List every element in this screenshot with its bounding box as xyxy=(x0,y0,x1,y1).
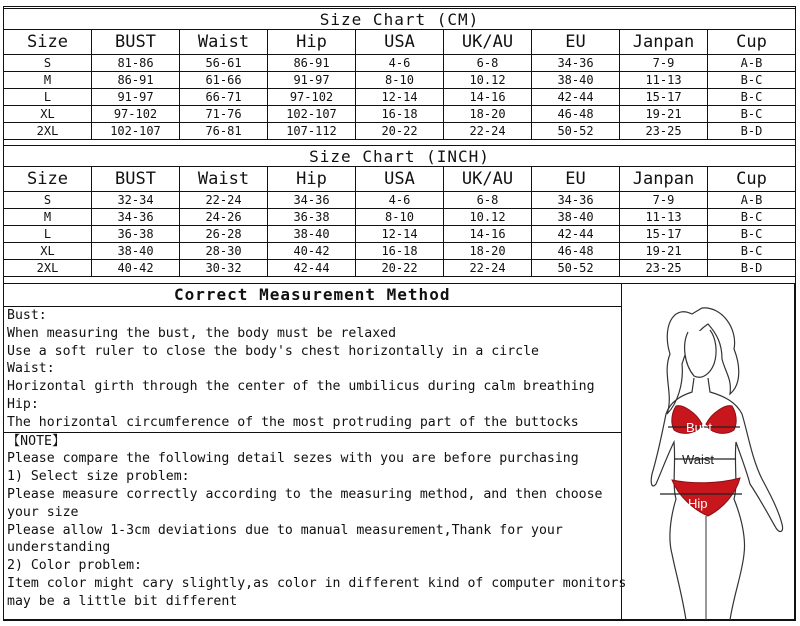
note-line: your size xyxy=(7,504,79,520)
inch-table-cell: XL xyxy=(4,243,92,260)
cm-table-cell: 107-112 xyxy=(268,123,356,140)
inch-table-row xyxy=(4,192,796,209)
cm-table-cell: 10.12 xyxy=(444,72,532,89)
inch-table-cell: 7-9 xyxy=(620,192,708,209)
cm-table-cell: 71-76 xyxy=(180,106,268,123)
note-line: Please measure correctly according to the measuring method, and then choose xyxy=(7,486,603,502)
inch-table-cell: 38-40 xyxy=(268,226,356,243)
cm-table-caption: Size Chart (CM) xyxy=(4,9,796,30)
lower-section xyxy=(3,283,795,620)
inch-table-cell: 40-42 xyxy=(92,260,180,277)
inch-table-cell: 38-40 xyxy=(532,209,620,226)
measurement-line: Horizontal girth through the center of the umbilicus during calm breathing xyxy=(7,379,595,395)
inch-table-row xyxy=(4,243,796,260)
cm-table-cell: B-C xyxy=(708,89,796,106)
cm-table-cell: S xyxy=(4,55,92,72)
cm-table-cell: 56-61 xyxy=(180,55,268,72)
inch-col-header: UK/AU xyxy=(444,167,532,192)
cm-table-cell: 46-48 xyxy=(532,106,620,123)
inch-col-header: Janpan xyxy=(620,167,708,192)
cm-table-cell: 15-17 xyxy=(620,89,708,106)
cm-table-cell: 81-86 xyxy=(92,55,180,72)
inch-table-cell: 50-52 xyxy=(532,260,620,277)
inch-table-cell: 6-8 xyxy=(444,192,532,209)
cm-col-header: Hip xyxy=(268,30,356,55)
note-line: Item color might cary slightly,as color in different kind of computer monitors xyxy=(7,575,627,591)
note-section xyxy=(4,433,627,611)
measurement-line: Bust: xyxy=(7,308,47,323)
measurement-instructions xyxy=(4,307,621,432)
inch-col-header: Waist xyxy=(180,167,268,192)
cm-table-row xyxy=(4,72,796,89)
inch-table-cell: B-D xyxy=(708,260,796,277)
cm-table-cell: 8-10 xyxy=(356,72,444,89)
inch-table-cell: 14-16 xyxy=(444,226,532,243)
cm-table-cell: B-C xyxy=(708,106,796,123)
inch-col-header: Size xyxy=(4,167,92,192)
cm-col-header: Waist xyxy=(180,30,268,55)
inch-table-cell: 8-10 xyxy=(356,209,444,226)
inch-table-cell: 46-48 xyxy=(532,243,620,260)
waist-label: Waist xyxy=(682,452,715,467)
cm-col-header: USA xyxy=(356,30,444,55)
inch-table-cell: 42-44 xyxy=(532,226,620,243)
cm-table-cell: 76-81 xyxy=(180,123,268,140)
measurement-line: When measuring the bust, the body must be relaxed xyxy=(7,325,397,341)
inch-col-header: BUST xyxy=(92,167,180,192)
inch-table-cell: 22-24 xyxy=(444,260,532,277)
inch-table-row xyxy=(4,209,796,226)
cm-table-cell: L xyxy=(4,89,92,106)
inch-table-cell: B-C xyxy=(708,243,796,260)
inch-table-row xyxy=(4,260,796,277)
inch-table-cell: 38-40 xyxy=(92,243,180,260)
inch-table-cell: 12-14 xyxy=(356,226,444,243)
inch-table-cell: L xyxy=(4,226,92,243)
note-line: 1) Select size problem: xyxy=(7,469,190,485)
measurement-title: Correct Measurement Method xyxy=(4,284,621,307)
cm-table-cell: 2XL xyxy=(4,123,92,140)
inch-table-cell: 11-13 xyxy=(620,209,708,226)
inch-table-cell: 20-22 xyxy=(356,260,444,277)
inch-table-cell: 2XL xyxy=(4,260,92,277)
inch-table-cell: 10.12 xyxy=(444,209,532,226)
note-line: understanding xyxy=(7,540,111,556)
note-line: Please allow 1-3cm deviations due to manual measurement,Thank for your xyxy=(7,522,563,538)
cm-table-cell: 42-44 xyxy=(532,89,620,106)
inch-table-row xyxy=(4,226,796,243)
inch-table-cell: 42-44 xyxy=(268,260,356,277)
inch-table-cell: B-C xyxy=(708,209,796,226)
cm-table-cell: 50-52 xyxy=(532,123,620,140)
inch-table-cell: 36-38 xyxy=(268,209,356,226)
woman-figure-illustration xyxy=(622,284,794,620)
cm-table-row xyxy=(4,123,796,140)
cm-table-cell: B-D xyxy=(708,123,796,140)
inch-table-cell: A-B xyxy=(708,192,796,209)
cm-col-header: Cup xyxy=(708,30,796,55)
inch-table-cell: M xyxy=(4,209,92,226)
cm-table-row xyxy=(4,89,796,106)
measurement-line: Use a soft ruler to close the body's chest horizontally in a circle xyxy=(7,343,539,359)
inch-table-cell: 24-26 xyxy=(180,209,268,226)
cm-table-cell: 7-9 xyxy=(620,55,708,72)
cm-header-row xyxy=(4,30,796,55)
measurement-line: The horizontal circumference of the most protruding part of the buttocks xyxy=(7,414,579,430)
measurement-line: Hip: xyxy=(7,396,39,412)
cm-table-cell: M xyxy=(4,72,92,89)
inch-col-header: USA xyxy=(356,167,444,192)
cm-table-cell: 11-13 xyxy=(620,72,708,89)
bust-label: Bust xyxy=(686,420,713,435)
inch-table-caption: Size Chart (INCH) xyxy=(4,146,796,167)
hip-label: Hip xyxy=(688,496,708,511)
inch-table-cell: 34-36 xyxy=(92,209,180,226)
cm-table-cell: 91-97 xyxy=(92,89,180,106)
cm-table-cell: 91-97 xyxy=(268,72,356,89)
cm-table-cell: 12-14 xyxy=(356,89,444,106)
cm-table-cell: 19-21 xyxy=(620,106,708,123)
cm-col-header: UK/AU xyxy=(444,30,532,55)
cm-col-header: Janpan xyxy=(620,30,708,55)
cm-table-cell: 4-6 xyxy=(356,55,444,72)
body-measurement-figure xyxy=(622,283,795,620)
cm-table-cell: 23-25 xyxy=(620,123,708,140)
inch-table-cell: 19-21 xyxy=(620,243,708,260)
cm-table-cell: 6-8 xyxy=(444,55,532,72)
note-line: Please compare the following detail sezes with you are before purchasing xyxy=(7,451,579,467)
inch-table-cell: S xyxy=(4,192,92,209)
inch-col-header: Hip xyxy=(268,167,356,192)
note-line: 2) Color problem: xyxy=(7,558,142,574)
inch-size-table xyxy=(3,145,796,277)
cm-col-header: EU xyxy=(532,30,620,55)
cm-table-cell: B-C xyxy=(708,72,796,89)
cm-table-cell: 86-91 xyxy=(92,72,180,89)
cm-table-cell: 102-107 xyxy=(92,123,180,140)
inch-table-cell: 28-30 xyxy=(180,243,268,260)
inch-table-cell: 15-17 xyxy=(620,226,708,243)
inch-header-row xyxy=(4,167,796,192)
cm-table-row xyxy=(4,106,796,123)
cm-table-cell: 16-18 xyxy=(356,106,444,123)
cm-table-row xyxy=(4,55,796,72)
cm-table-cell: 38-40 xyxy=(532,72,620,89)
inch-table-cell: 32-34 xyxy=(92,192,180,209)
cm-table-cell: 61-66 xyxy=(180,72,268,89)
cm-table-cell: 34-36 xyxy=(532,55,620,72)
cm-table-cell: 97-102 xyxy=(268,89,356,106)
inch-col-header: Cup xyxy=(708,167,796,192)
cm-col-header: Size xyxy=(4,30,92,55)
note-line: 【NOTE】 xyxy=(7,433,66,449)
inch-table-cell: B-C xyxy=(708,226,796,243)
cm-table-cell: XL xyxy=(4,106,92,123)
cm-table-cell: 86-91 xyxy=(268,55,356,72)
inch-col-header: EU xyxy=(532,167,620,192)
inch-table-cell: 34-36 xyxy=(532,192,620,209)
cm-size-table xyxy=(3,8,796,140)
face-shape xyxy=(685,330,716,377)
cm-table-cell: A-B xyxy=(708,55,796,72)
cm-table-cell: 66-71 xyxy=(180,89,268,106)
inch-table-cell: 26-28 xyxy=(180,226,268,243)
cm-table-cell: 97-102 xyxy=(92,106,180,123)
inch-table-cell: 16-18 xyxy=(356,243,444,260)
cm-table-cell: 20-22 xyxy=(356,123,444,140)
cm-table-cell: 22-24 xyxy=(444,123,532,140)
cm-col-header: BUST xyxy=(92,30,180,55)
inch-table-cell: 23-25 xyxy=(620,260,708,277)
cm-table-cell: 18-20 xyxy=(444,106,532,123)
inch-table-cell: 36-38 xyxy=(92,226,180,243)
measurement-line: Waist: xyxy=(7,361,55,377)
inch-table-cell: 34-36 xyxy=(268,192,356,209)
inch-table-cell: 22-24 xyxy=(180,192,268,209)
inch-table-cell: 40-42 xyxy=(268,243,356,260)
inch-table-cell: 4-6 xyxy=(356,192,444,209)
cm-table-cell: 14-16 xyxy=(444,89,532,106)
inch-table-cell: 18-20 xyxy=(444,243,532,260)
note-line: may be a little bit different xyxy=(7,593,238,609)
inch-table-cell: 30-32 xyxy=(180,260,268,277)
cm-table-cell: 102-107 xyxy=(268,106,356,123)
measurement-panel xyxy=(3,283,627,620)
